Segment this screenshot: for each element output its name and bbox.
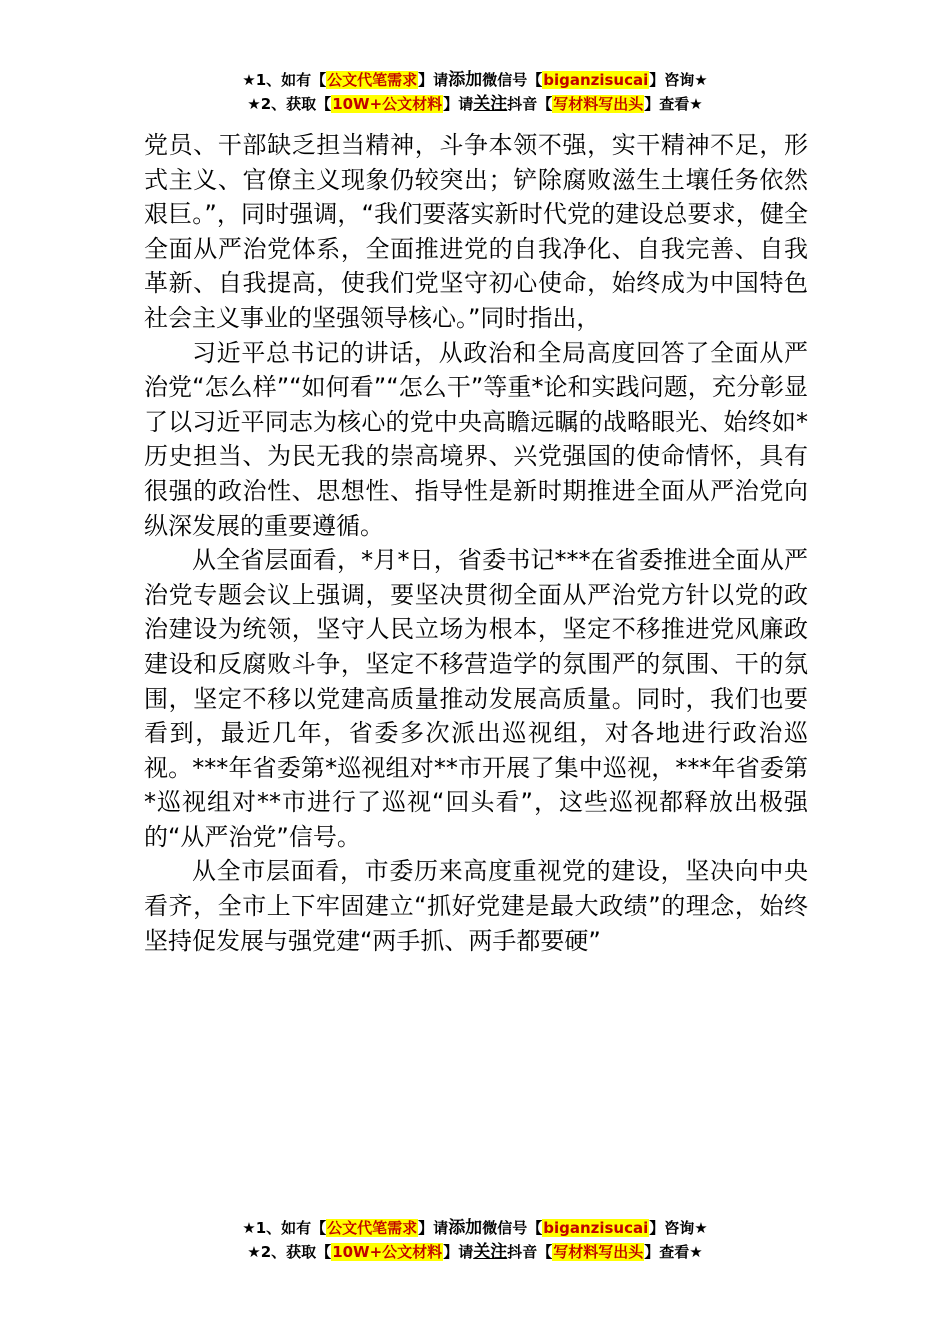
banner-emphasis: 添加 — [448, 1218, 483, 1238]
highlight-tag: 10W+公文材料 — [332, 95, 443, 113]
paragraph-continuation: 党员、干部缺乏担当精神，斗争本领不强，实干精神不足，形式主义、官僚主义现象仍较突出；铲除腐败滋生土壤任务依然艰巨。”，同时强调，“我们要落实新时代党的建设总要求，健全全面从严治党体系，全面推进党的自我净化、自我完善、自我革新、自我提高，使我们党坚守初心使命，始终成为中国特色社会主义事业的坚强领导核心。”同时指出， — [144, 131, 808, 332]
banner-emphasis: 关注 — [473, 1242, 508, 1262]
banner-text: 抖音【 — [507, 1243, 553, 1261]
banner-text: 抖音【 — [507, 95, 553, 113]
banner-line-2 — [0, 1240, 950, 1264]
banner-line-1 — [0, 68, 950, 92]
paragraph: 从全省层面看，*月*日，省委书记***在省委推进全面从严治党专题会议上强调，要坚决贯彻全面从严治党方针以党的政治建设为统领，坚守人民立场为根本，坚定不移推进党风廉政建设和反腐败斗争，坚定不移营造学的氛围严的氛围、干的氛围，坚定不移以党建高质量推动发展高质量。同时，我们也要看到，最近几年，省委多次派出巡视组，对各地进行政治巡视。***年省委第*巡视组对**市开展了集中巡视，***年省委第*巡视组对**市进行了巡视“回头看”，这些巡视都释放出极强的“从严治党”信号。 — [144, 546, 808, 851]
banner-text: 】查看★ — [644, 95, 703, 113]
douyin-account-tag: 写材料写出头 — [553, 1243, 644, 1261]
banner-emphasis: 关注 — [473, 94, 508, 114]
banner-text: 】查看★ — [644, 1243, 703, 1261]
banner-text: ★2、获取【 — [247, 95, 332, 113]
highlight-tag: 公文代笔需求 — [327, 71, 418, 89]
paragraph: 习近平总书记的讲话，从政治和全局高度回答了全面从严治党“怎么样”“如何看”“怎么干”等重*论和实践问题，充分彰显了以习近平同志为核心的党中央高瞻远瞩的战略眼光、始终如*历史担当、为民无我的崇高境界、兴党强国的使命情怀，具有很强的政治性、思想性、指导性是新时期推进全面从严治党向纵深发展的重要遵循。 — [144, 338, 808, 540]
banner-line-1 — [0, 1216, 950, 1240]
banner-text: 微信号【 — [482, 71, 543, 89]
document-body — [144, 128, 808, 958]
banner-line-2 — [0, 92, 950, 116]
banner-text: 】请 — [418, 1219, 449, 1237]
banner-text: 】咨询★ — [649, 1219, 708, 1237]
douyin-account-tag: 写材料写出头 — [553, 95, 644, 113]
banner-text: 】请 — [443, 1243, 474, 1261]
wechat-id-tag: biganzisucai — [543, 1219, 649, 1237]
highlight-tag: 公文代笔需求 — [327, 1219, 418, 1237]
banner-emphasis: 添加 — [448, 70, 483, 90]
banner-text: 】请 — [443, 95, 474, 113]
banner-text: ★2、获取【 — [247, 1243, 332, 1261]
banner-text: 微信号【 — [482, 1219, 543, 1237]
paragraph: 从全市层面看，市委历来高度重视党的建设，坚决向中央看齐，全市上下牢固建立“抓好党建是最大政绩”的理念，始终坚持促发展与强党建“两手抓、两手都要硬” — [144, 857, 808, 955]
banner-text: 】请 — [418, 71, 449, 89]
footer-banner — [0, 1216, 950, 1264]
banner-text: ★1、如有【 — [242, 1219, 327, 1237]
banner-text: ★1、如有【 — [242, 71, 327, 89]
highlight-tag: 10W+公文材料 — [332, 1243, 443, 1261]
header-banner — [0, 68, 950, 116]
wechat-id-tag: biganzisucai — [543, 71, 649, 89]
banner-text: 】咨询★ — [649, 71, 708, 89]
